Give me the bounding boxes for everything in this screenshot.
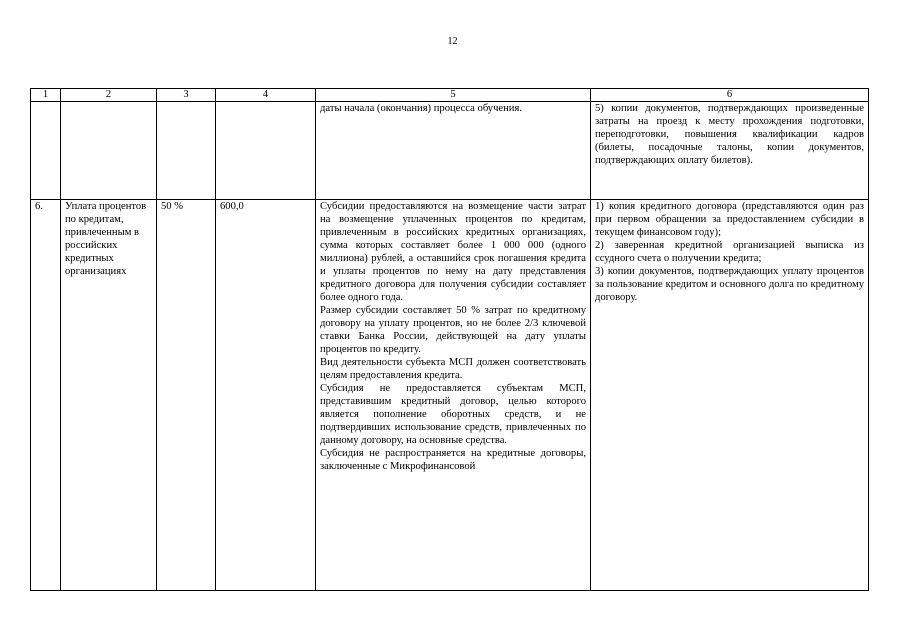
header-col-5: 5 [316,89,591,102]
document-item: 1) копия кредитного договора (представляются один раз при первом обращении за предоставлением субсидии в текущем финансовом году); [595,201,864,238]
cell-number: 6. [31,200,61,591]
cell-name [61,102,157,200]
cell-name: Уплата процентов по кредитам, привлеченным в российских кредитных организациях [61,200,157,591]
cell-amount [216,102,316,200]
document-item: 2) заверенная кредитной организацией выписка из ссудного счета о получении кредита; [595,240,864,264]
header-col-2: 2 [61,89,157,102]
header-col-4: 4 [216,89,316,102]
cell-conditions: даты начала (окончания) процесса обучения. [316,102,591,200]
condition-paragraph: Вид деятельности субъекта МСП должен соответствовать целям предоставления кредита. [320,357,586,381]
table-row-continued [31,102,869,200]
page-number: 12 [447,36,458,47]
cell-documents: 5) копии документов, подтверждающих произведенные затраты на проезд к месту прохождения подготовки, переподготовки, повышения квалификации кадров (билеты, посадочные талоны, копии документов, подтверждающих оплату билетов). [591,102,869,200]
subsidy-table [30,88,869,591]
condition-paragraph: Субсидия не предоставляется субъектам МСП, представившим кредитный договор, целью которого является пополнение оборотных средств, и не подтвердивших использование средств, привлеченных по данному договору, на основные средства. [320,383,586,446]
cell-rate [157,102,216,200]
document-item: 3) копии документов, подтверждающих уплату процентов за пользование кредитом и основного долга по кредитному договору. [595,266,864,303]
header-col-1: 1 [31,89,61,102]
cell-documents [591,200,869,591]
condition-paragraph: Субсидия не распространяется на кредитные договоры, заключенные с Микрофинансовой [320,448,586,472]
cell-conditions [316,200,591,591]
header-row [31,89,869,102]
cell-number [31,102,61,200]
header-col-6: 6 [591,89,869,102]
cell-amount: 600,0 [216,200,316,591]
header-col-3: 3 [157,89,216,102]
condition-paragraph: Субсидии предоставляются на возмещение части затрат на возмещение уплаченных процентов по кредитам, привлеченным в российских кредитных организациях, сумма которых составляет более 1 000 000 (одного миллиона) рублей, а оставшийся срок погашения кредита и уплаты процентов по нему на дату представления кредитного договора для получения субсидии составляет более одного года. [320,201,586,303]
table-row-6 [31,200,869,591]
condition-paragraph: Размер субсидии составляет 50 % затрат по кредитному договору на уплату процентов, но не более 2/3 ключевой ставки Банка России, действующей на дату уплаты процентов по кредиту. [320,305,586,355]
cell-rate: 50 % [157,200,216,591]
